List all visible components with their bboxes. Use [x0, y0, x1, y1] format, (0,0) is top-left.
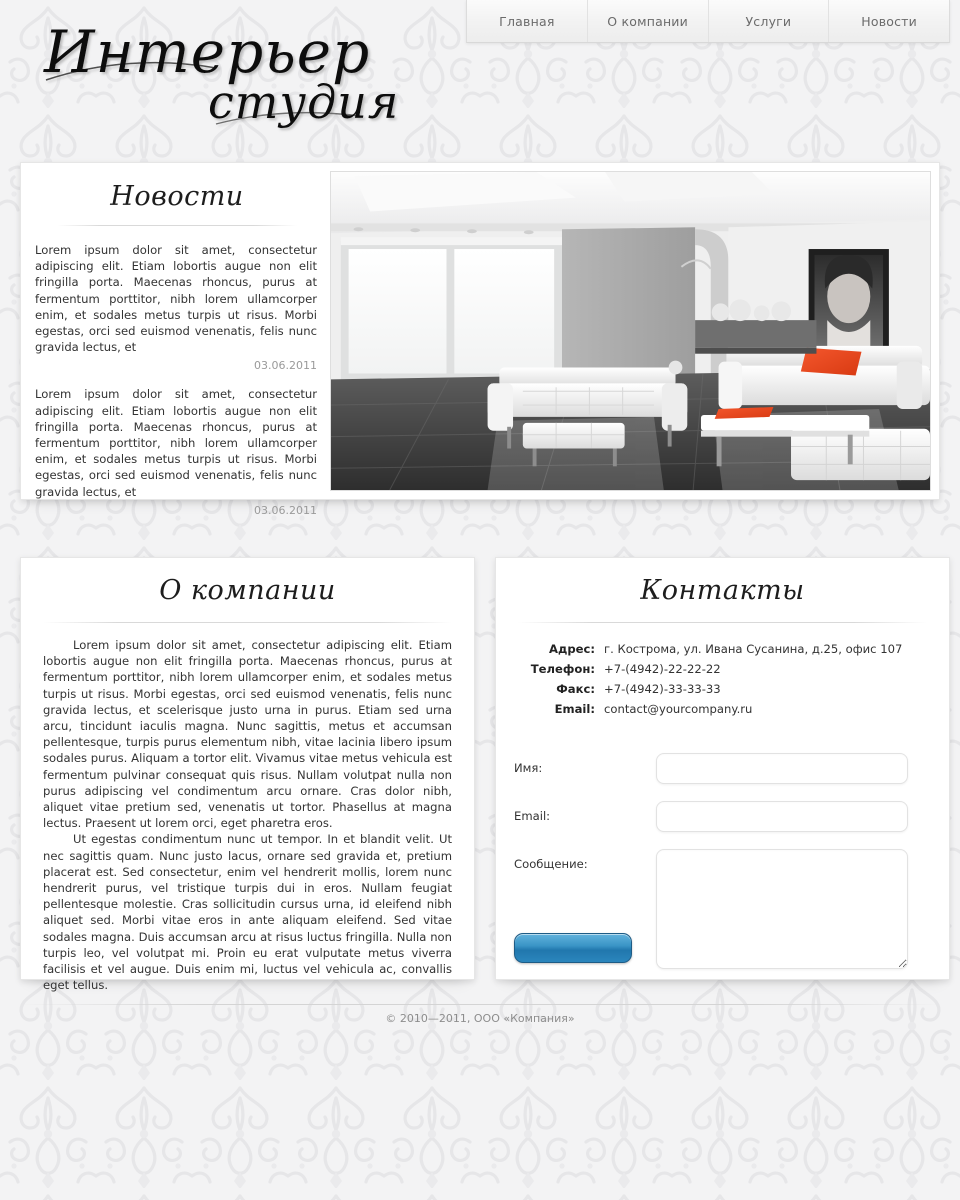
message-textarea[interactable] [656, 849, 908, 969]
news-column [29, 171, 321, 517]
contacts-details [496, 623, 949, 729]
contact-row-fax [514, 679, 931, 699]
email-label: Email: [514, 809, 551, 823]
contact-row-address [514, 639, 931, 659]
news-item-text: Lorem ipsum dolor sit amet, consectetur adipiscing elit. Etiam lobortis augue non elit fringilla porta. Maecenas rhoncus, purus at fermentum porttitor, nibh lorem ullamcorper enim, et sodales metus turpis ut risus. Morbi egestas, orci sed euismod venenatis, felis nunc gravida lectus, et [35, 387, 317, 499]
footer-copyright: © 2010—2011, ООО «Компания» [385, 1012, 575, 1025]
contact-label: Телефон: [530, 662, 595, 676]
contact-value: +7-(4942)-33-33-33 [604, 682, 721, 696]
nav-item-home[interactable]: Главная [467, 0, 588, 42]
about-panel [20, 557, 475, 993]
contact-value: г. Кострома, ул. Ивана Сусанина, д.25, офис 107 [604, 642, 903, 656]
contact-row-email [514, 699, 931, 719]
form-row-name [514, 753, 931, 784]
form-row-email [514, 801, 931, 832]
nav-item-services[interactable]: Услуги [709, 0, 830, 42]
contact-label: Адрес: [548, 642, 595, 656]
contact-value[interactable]: contact@yourcompany.ru [604, 702, 753, 716]
contact-label: Факс: [556, 682, 595, 696]
about-heading: О компании [159, 575, 336, 606]
contacts-heading: Контакты [640, 575, 805, 606]
news-item [35, 386, 319, 516]
name-label: Имя: [514, 761, 543, 775]
contact-row-phone [514, 659, 931, 679]
svg-text:студия: студия [208, 75, 400, 129]
news-item-date: 03.06.2011 [254, 503, 317, 517]
news-item-date: 03.06.2011 [254, 359, 317, 373]
name-input[interactable] [656, 753, 908, 784]
svg-text:Интерьер: Интерьер [44, 18, 371, 86]
main-navigation [466, 0, 950, 43]
about-paragraph: Lorem ipsum dolor sit amet, consectetur adipiscing elit. Etiam lobortis augue non elit fringilla porta. Maecenas rhoncus, purus at fermentum porttitor, nibh lorem ullamcorper enim, et sodales metus turpis ut risus. Morbi egestas, orci sed euismod venenatis, felis nunc gravida lectus, et scelerisque justo urna in purus. Etiam sed urna arcu, tincidunt iaculis magna. Nunc sagittis, metus et accumsan pellentesque, turpis purus elementum nibh, vitae lacinia libero ipsum sodales purus. Aliquam a tortor elit. Vivamus vitae metus vehicula est fermentum pulvinar consequat quis risus. Nullam volutpat nulla non purus adipiscing vel condimentum arcu ornare. Cras dolor nibh, aliquet vitae pretium sed, venenatis ut tortor. Phasellus at magna lectus. Praesent ut lorem orci, eget pharetra eros. [43, 638, 452, 831]
contact-value: +7-(4942)-22-22-22 [604, 662, 721, 676]
submit-button[interactable] [514, 933, 632, 963]
news-item [35, 242, 319, 372]
footer-divider [20, 1004, 940, 1005]
email-input[interactable] [656, 801, 908, 832]
hero-photo [330, 171, 931, 491]
message-label: Сообщение: [514, 857, 588, 871]
contact-label: Email: [554, 702, 595, 716]
contact-form [496, 753, 949, 969]
news-panel [20, 162, 940, 517]
contacts-panel [495, 557, 950, 980]
nav-item-about[interactable]: О компании [588, 0, 709, 42]
news-item-text: Lorem ipsum dolor sit amet, consectetur adipiscing elit. Etiam lobortis augue non elit fringilla porta. Maecenas rhoncus, purus at fermentum porttitor, nibh lorem ullamcorper enim, et sodales metus turpis ut risus. Morbi egestas, orci sed euismod venenatis, felis nunc gravida lectus, et [35, 243, 317, 355]
about-paragraph: Ut egestas condimentum nunc ut tempor. In et blandit velit. Ut nec sagittis quam. Nunc justo lacus, ornare sed gravida et, pretium placerat est. Sed consectetur, enim vel hendrerit mollis, lorem nunc hendrerit purus, vel tristique turpis dui in eros. Nullam feugiat pellentesque molestie. Cras sollicitudin cursus urna, id eleifend nibh aliquet sed. Morbi vitae eros in ante aliquam eleifend. Sed vitae sodales magna. Duis accumsan arcu at risus luctus fringilla. Nulla non turpis leo, vel volutpat mi. Proin eu erat vulputate metus viverra facilisis et vel augue. Duis enim mi, luctus vel vehicula ac, convallis eget tellus. [43, 832, 452, 993]
news-heading: Новости [110, 181, 244, 212]
site-header [0, 0, 960, 160]
nav-item-news[interactable]: Новости [861, 13, 917, 29]
news-divider [57, 225, 297, 226]
site-logo[interactable] [30, 6, 450, 136]
